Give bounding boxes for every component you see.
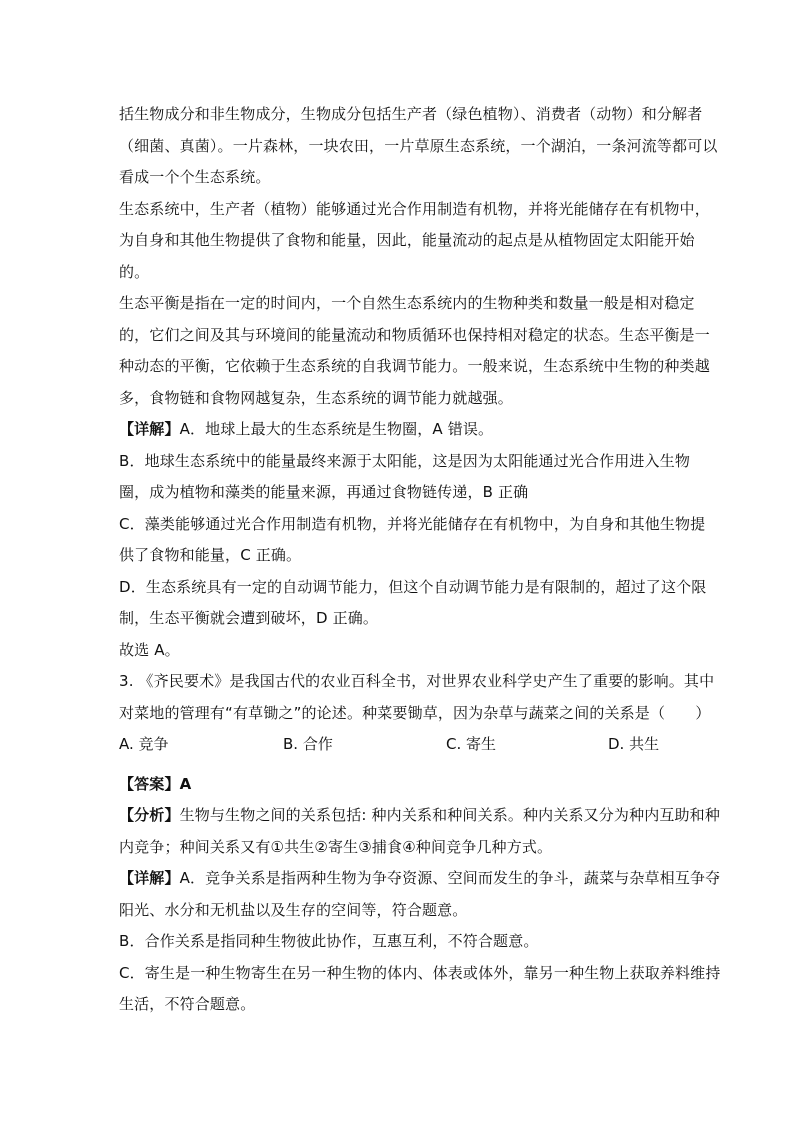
- detail-tag: 【详解】: [119, 869, 180, 887]
- analysis-tag: 【分析】: [119, 806, 180, 824]
- text-line: C．寄生是一种生物寄生在另一种生物的体内、体表或体外，靠另一种生物上获取养料维持: [119, 963, 721, 982]
- answer-tag: 【答案】: [119, 774, 180, 793]
- option-b: B. 合作: [283, 735, 333, 753]
- detail-line: [119, 414, 679, 446]
- spacer: [119, 761, 679, 769]
- text-line: D．生态系统具有一定的自动调节能力，但这个自动调节能力是有限制的，超过了这个限: [119, 577, 707, 596]
- text-line: B．合作关系是指同种生物彼此协作，互惠互利，不符合题意。: [119, 932, 539, 950]
- text-line: 生态平衡是指在一定的时间内，一个自然生态系统内的生物种类和数量一般是相对稳定: [119, 294, 695, 312]
- option-d: D. 共生: [608, 735, 660, 753]
- text-line: B．地球生态系统中的能量最终来源于太阳能，这是因为太阳能通过光合作用进入生物: [119, 451, 690, 470]
- text-line: C．藻类能够通过光合作用制造有机物，并将光能储存在有机物中，为自身和其他生物提: [119, 514, 706, 533]
- answer-line: [119, 769, 679, 801]
- text-line: 的，它们之间及其与环境间的能量流动和物质循环也保持相对稳定的状态。生态平衡是一: [119, 325, 710, 344]
- text-line: 圈，成为植物和藻类的能量来源，再通过食物链传递，B 正确: [119, 483, 529, 501]
- question-stem: 对菜地的管理有“有草锄之”的论述。种菜要锄草，因为杂草与蔬菜之间的关系是（ ）: [119, 703, 711, 722]
- text-line: 供了食物和能量，C 正确。: [119, 546, 302, 564]
- detail-text: A．竞争关系是指两种生物为争夺资源、空间而发生的争斗，蔬菜与杂草相互争夺: [179, 869, 721, 887]
- question-stem: 3. 《齐民要术》是我国古代的农业百科全书，对世界农业科学史产生了重要的影响。其中: [119, 672, 715, 690]
- text-line: （细菌、真菌）。一片森林，一块农田，一片草原生态系统，一个湖泊，一条河流等都可以: [119, 136, 718, 155]
- choose-line: 故选 A。: [119, 640, 180, 659]
- detail-line: [119, 863, 721, 895]
- text-line: 阳光、水分和无机盐以及生存的空间等，符合题意。: [119, 900, 468, 919]
- text-line: 制，生态平衡就会遭到破坏，D 正确。: [119, 609, 379, 627]
- detail-tag: 【详解】: [119, 420, 180, 438]
- text-line: 多，食物链和食物网越复杂，生态系统的调节能力就越强。: [119, 388, 513, 407]
- analysis-line: [119, 800, 720, 832]
- analysis-text: 生物与生物之间的关系包括: 种内关系和种间关系。种内关系又分为种内互助和种: [179, 806, 720, 824]
- text-line: 生活，不符合题意。: [119, 995, 256, 1013]
- text-line: 为自身和其他生物提供了食物和能量，因此，能量流动的起点是从植物固定太阳能开始: [119, 231, 695, 249]
- answer-value: A: [179, 774, 192, 793]
- text-line: 生态系统中，生产者（植物）能够通过光合作用制造有机物，并将光能储存在有机物中，: [119, 199, 710, 218]
- text-line: 的。: [119, 262, 150, 281]
- text-line: 种动态的平衡，它依赖于生态系统的自我调节能力。一般来说，生态系统中生物的种类越: [119, 357, 710, 375]
- page-content: [119, 99, 721, 1021]
- option-c: C. 寄生: [446, 735, 497, 753]
- text-line: 看成一个个生态系统。: [119, 168, 271, 186]
- text-line: 内竞争；种间关系又有①共生②寄生③捕食④种间竞争几种方式。: [119, 837, 553, 856]
- text-line: 括生物成分和非生物成分，生物成分包括生产者（绿色植物）、消费者（动物）和分解者: [119, 105, 703, 123]
- question-options: [119, 729, 679, 761]
- detail-text: A．地球上最大的生态系统是生物圈，A 错误。: [179, 420, 494, 438]
- option-a: A. 竞争: [119, 735, 169, 753]
